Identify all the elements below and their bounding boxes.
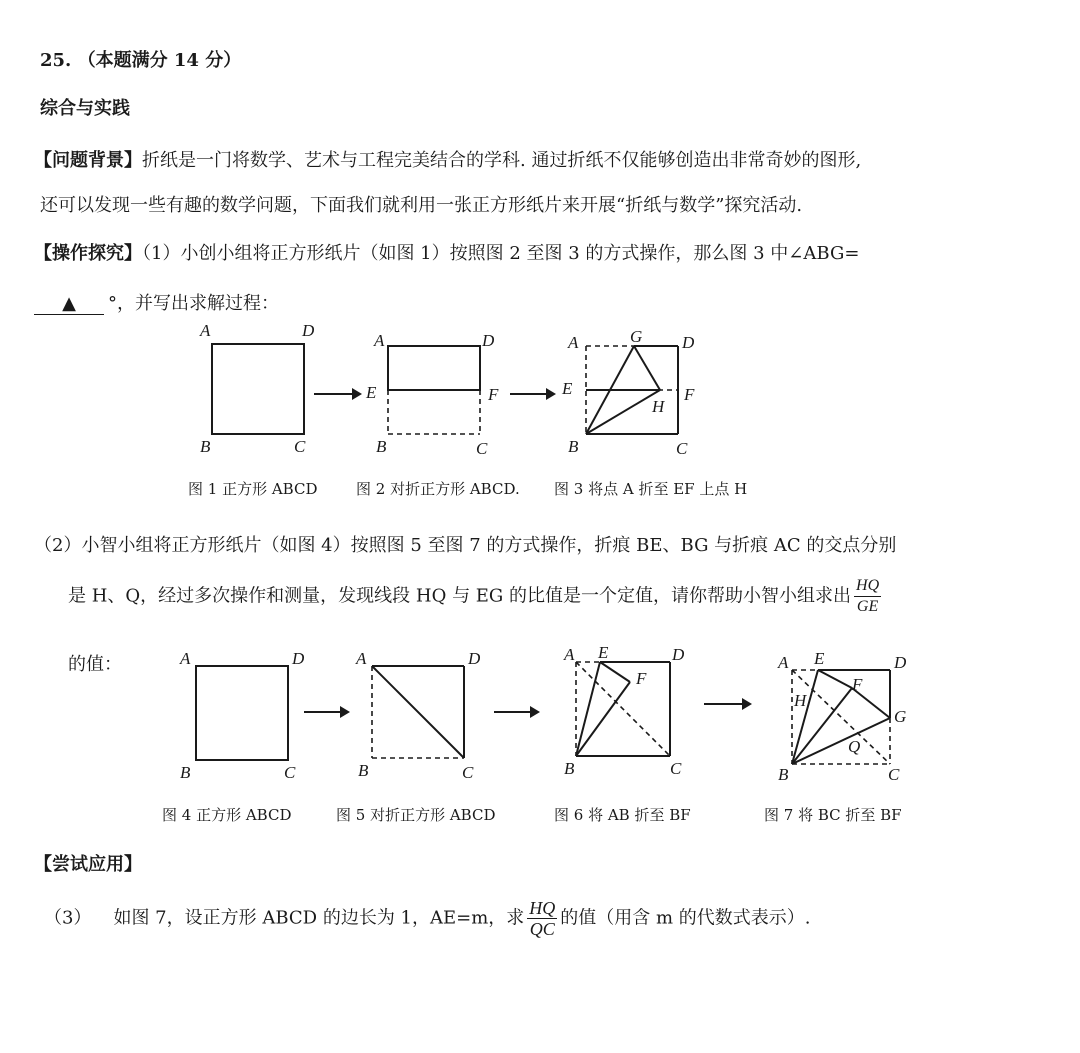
caption-fig-7: 图 7 将 BC 折至 BF <box>764 806 902 824</box>
fig6-label-c: C <box>670 759 682 778</box>
fig5-label-a: A <box>356 649 367 668</box>
fig6-label-e: E <box>598 643 609 662</box>
q3-fraction-numerator: HQ <box>529 898 556 918</box>
q3-number: （3） <box>44 907 92 929</box>
fig7-label-b: B <box>778 765 789 784</box>
fig2-label-b: B <box>376 437 387 456</box>
fig1-label-a: A <box>200 322 211 340</box>
fig7-label-a: A <box>778 653 789 672</box>
background-line-2: 还可以发现一些有趣的数学问题，下面我们就利用一张正方形纸片来开展“折纸与数学”探究活动. <box>40 195 803 216</box>
fig6-label-f: F <box>636 669 647 688</box>
fig3-label-e: E <box>562 379 573 398</box>
q3-text: 如图 7，设正方形 ABCD 的边长为 1，AE=m，求 <box>113 907 525 929</box>
fig4-label-c: C <box>284 763 296 782</box>
fig5-label-c: C <box>462 763 474 782</box>
figure-1 <box>199 322 315 456</box>
question-score: （本题满分 14 分） <box>77 50 242 71</box>
fig1-label-c: C <box>294 437 306 456</box>
section-title: 综合与实践 <box>40 98 130 119</box>
fig5-label-d: D <box>468 649 481 668</box>
fig7-label-e: E <box>814 649 825 668</box>
background-tag: 【问题背景】 <box>34 150 142 171</box>
q2-line-2 <box>68 576 884 617</box>
q3-fraction-denominator: QC <box>529 919 555 939</box>
fig3-label-c: C <box>676 439 688 458</box>
figure-4 <box>179 649 305 782</box>
fig3-label-b: B <box>568 437 579 456</box>
fig2-label-a: A <box>374 331 385 350</box>
fig3-label-f: F <box>684 385 695 404</box>
fig6-label-b: B <box>564 759 575 778</box>
caption-fig-5: 图 5 对折正方形 ABCD <box>336 806 496 824</box>
q2-fraction-denominator: GE <box>856 598 879 615</box>
fig2-label-e: E <box>366 383 377 402</box>
fig7-label-q: Q <box>848 737 861 756</box>
figure-7 <box>777 649 907 784</box>
q3-line <box>44 898 811 939</box>
q3-fraction <box>527 898 557 939</box>
fig3-label-a: A <box>568 333 579 352</box>
arrow-4-icon <box>494 706 540 718</box>
background-line-1 <box>34 146 861 172</box>
fig1-label-d: D <box>302 322 315 340</box>
arrow-1-icon <box>314 388 362 400</box>
arrow-2-icon <box>510 388 556 400</box>
q2-fraction-numerator: HQ <box>854 576 881 597</box>
explore-line <box>34 239 859 265</box>
fig7-label-h: H <box>794 691 807 710</box>
question-header <box>40 46 241 72</box>
fig3-label-g: G <box>630 327 643 346</box>
figure-2 <box>365 331 499 458</box>
fig2-label-f: F <box>488 385 499 404</box>
figure-3 <box>561 327 695 458</box>
fig7-label-c: C <box>888 765 900 784</box>
fig5-label-b: B <box>358 761 369 780</box>
answer-blank: ▲ <box>34 293 104 315</box>
q2-fraction <box>854 576 881 617</box>
figure-6 <box>563 643 685 778</box>
fig3-label-d: D <box>682 333 695 352</box>
fig6-label-a: A <box>564 645 575 664</box>
figures-row-2 <box>0 640 1080 790</box>
question-number: 25. <box>40 50 72 71</box>
fig1-label-b: B <box>200 437 211 456</box>
q1-tail: °，并写出求解过程： <box>108 293 279 314</box>
q2-line-1: （2）小智小组将正方形纸片（如图 4）按照图 5 至图 7 的方式操作，折痕 BE、BG 与折痕 AC 的交点分别 <box>34 535 897 556</box>
q3-tail: 的值（用含 m 的代数式表示）. <box>560 907 811 929</box>
arrow-3-icon <box>304 706 350 718</box>
caption-fig-1: 图 1 正方形 ABCD <box>188 480 318 498</box>
fig4-label-a: A <box>180 649 191 668</box>
fig2-label-c: C <box>476 439 488 458</box>
q1-text: （1）小创小组将正方形纸片（如图 1）按照图 2 至图 3 的方式操作，那么图 3 中∠ABG= <box>142 243 860 264</box>
fig3-label-h: H <box>652 397 665 416</box>
q2-line-3: 的值： <box>68 654 122 675</box>
apply-tag: 【尝试应用】 <box>34 854 142 875</box>
fig7-label-d: D <box>894 653 907 672</box>
figures-row-1 <box>0 322 1080 502</box>
fig2-label-d: D <box>482 331 495 350</box>
fig7-label-f: F <box>852 675 863 694</box>
q1-answer-line <box>34 289 279 315</box>
caption-fig-3: 图 3 将点 A 折至 EF 上点 H <box>554 480 748 498</box>
fig7-label-g: G <box>894 707 907 726</box>
caption-fig-2: 图 2 对折正方形 ABCD. <box>356 480 520 498</box>
caption-fig-6: 图 6 将 AB 折至 BF <box>554 806 691 824</box>
fig4-label-b: B <box>180 763 191 782</box>
q2-text-2: 是 H、Q，经过多次操作和测量，发现线段 HQ 与 EG 的比值是一个定值，请你帮助小智小组求出 <box>68 585 852 607</box>
arrow-5-icon <box>704 698 752 710</box>
fig6-label-d: D <box>672 645 685 664</box>
background-text-1: 折纸是一门将数学、艺术与工程完美结合的学科. 通过折纸不仅能够创造出非常奇妙的图形, <box>142 150 862 171</box>
figure-5 <box>355 649 481 782</box>
explore-tag: 【操作探究】 <box>34 243 142 264</box>
fig4-label-d: D <box>292 649 305 668</box>
caption-fig-4: 图 4 正方形 ABCD <box>162 806 292 824</box>
